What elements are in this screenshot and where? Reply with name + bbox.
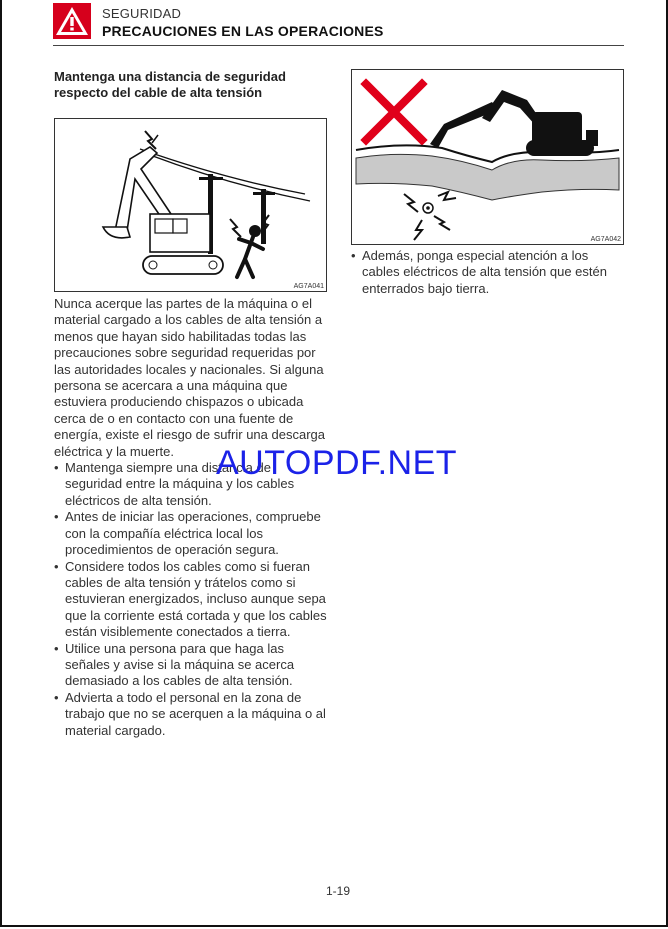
list-item: • Mantenga siempre una distancia de seguridad entre la máquina y los cables eléctricos de alta tensión. [54, 460, 329, 509]
figure-code: AG7A042 [590, 236, 621, 243]
figure-underground-cables [351, 69, 624, 245]
precautions-list [54, 460, 329, 739]
list-item: • Considere todos los cables como si fueran cables de alta tensión y trátelos como si estuvieran energizados, incluso aunque sepa que la corriente está cortada y que los cables están visiblemente conectados a tierra. [54, 559, 329, 641]
watermark: AUTOPDF.NET [216, 444, 458, 482]
body-text [54, 296, 329, 739]
subheading: Mantenga una distancia de seguridad respecto del cable de alta tensión [54, 69, 286, 100]
list-item: • Además, ponga especial atención a los cables eléctricos de alta tensión que estén enterrados bajo tierra. [351, 248, 626, 297]
page-title: PRECAUCIONES EN LAS OPERACIONES [102, 23, 384, 39]
list-item: • Advierta a todo el personal en la zona de trabajo que no se acerquen a la máquina o al material cargado. [54, 690, 329, 739]
underground-cable-illustration [352, 70, 623, 244]
intro-paragraph: Nunca acerque las partes de la máquina o el material cargado a los cables de alta tensión a menos que hayan sido habilitadas todas las precauciones sobre seguridad requeridas por las autoridades locales y nacionales. Si alguna persona se acercara a una máquina que estuviera produciendo chispazos o ubicada cerca de o en contacto con una fuente de energía, existe el riesgo de sufrir una descarga eléctrica y la muerte. [54, 296, 325, 459]
underground-list [351, 248, 626, 297]
warning-icon [53, 3, 91, 39]
page-number: 1-19 [326, 884, 351, 898]
figure-excavator-power-lines [54, 118, 327, 292]
header-divider [53, 45, 624, 46]
right-body-text [351, 248, 626, 297]
list-item: • Antes de iniciar las operaciones, compruebe con la compañía eléctrica local los procedimientos de operación segura. [54, 509, 329, 558]
figure-code: AG7A041 [293, 283, 324, 290]
list-item: • Utilice una persona para que haga las señales y avise si la máquina se acerca demasiado a los cables de alta tensión. [54, 641, 329, 690]
section-label: SEGURIDAD [102, 6, 182, 21]
excavator-power-line-illustration [55, 119, 326, 291]
